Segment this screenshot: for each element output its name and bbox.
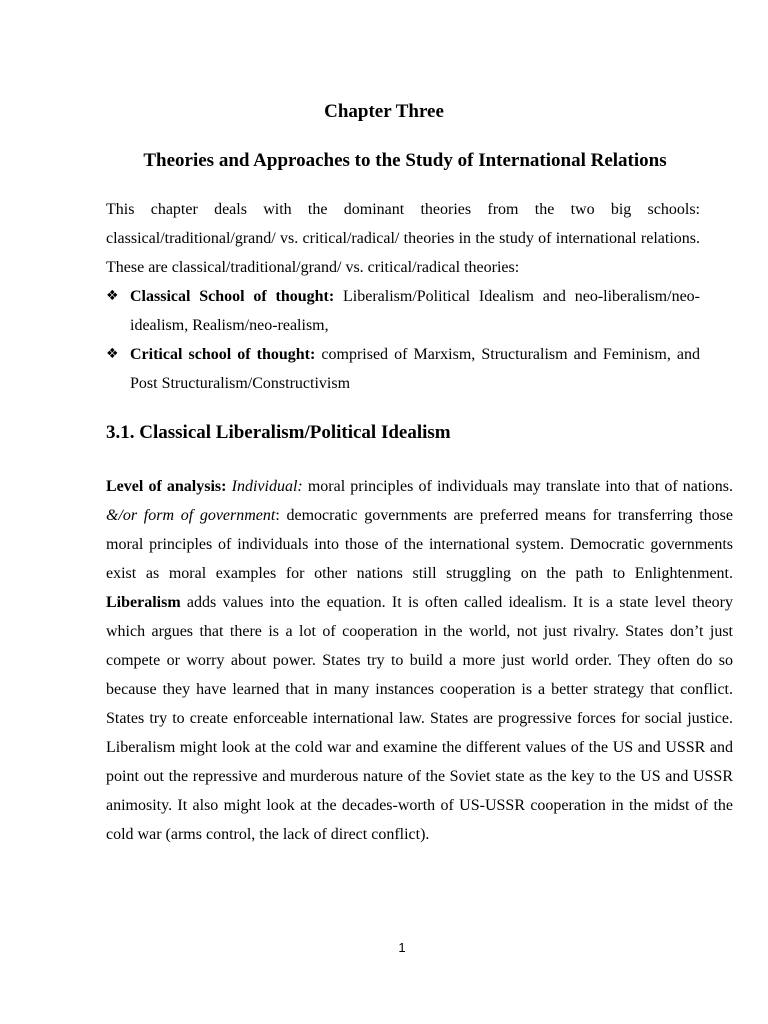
chapter-title: Chapter Three [324,101,444,122]
government-label: &/or form of government [106,507,276,524]
section-heading: 3.1. Classical Liberalism/Political Idealism [106,422,451,443]
diamond-bullet-icon: ❖ [106,346,119,362]
individual-label: Individual: [231,478,303,495]
schools-list [106,282,700,398]
chapter-subtitle: Theories and Approaches to the Study of International Relations [143,150,667,171]
analysis-label: Level of analysis: [106,478,227,495]
intro-paragraph: This chapter deals with the dominant theories from the two big schools: classical/traditional/grand/ vs. critical/radical/ theories in the study of international relations. These are classical/traditional/grand/ vs. critical/radical theories: [106,201,700,276]
analysis-text-1: moral principles of individuals may translate into that of nations. [302,478,734,495]
list-item [106,282,700,340]
analysis-text-3: adds values into the equation. It is often called idealism. It is a state level theory which argues that there is a lot of cooperation in the world, not just rivalry. States don’t just compete or worry about power. States try to build a more just world order. They often do so because they have learned that in many instances cooperation is a better strategy that conflict. States try to create enforceable international law. States are progressive forces for social justice. Liberalism might look at the cold war and examine the different values of the US and USSR and point out the repressive and murderous nature of the Soviet state as the key to the US and USSR animosity. It also might look at the decades-worth of US-USSR cooperation in the midst of the cold war (arms control, the lack of direct conflict). [106,594,733,843]
bullet-text: comprised of Marxism, Structuralism and Feminism, and Post Structuralism/Constructivism [130,346,701,392]
page-number: 1 [398,940,406,955]
analysis-paragraph [106,472,733,849]
analysis-text-2: : democratic governments are preferred means for transferring those moral principles of individuals into those of the international system. Democratic governments exist as moral examples for other nations still struggling on the path to Enlightenment. [106,507,734,582]
bullet-label: Critical school of thought: [130,346,316,363]
diamond-bullet-icon: ❖ [106,288,119,304]
list-item [106,340,700,398]
liberalism-label: Liberalism [106,594,181,611]
bullet-text: Liberalism/Political Idealism and neo-liberalism/neo-idealism, Realism/neo-realism, [130,288,701,334]
bullet-label: Classical School of thought: [130,288,335,305]
